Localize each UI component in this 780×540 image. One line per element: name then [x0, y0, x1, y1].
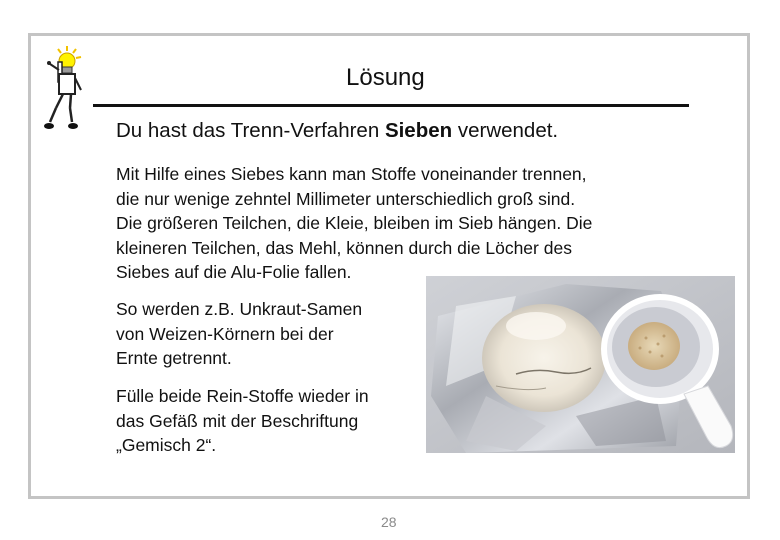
- paragraph-line: „Gemisch 2“.: [116, 435, 217, 455]
- title-underline: [93, 104, 689, 107]
- paragraph-line: Mit Hilfe eines Siebes kann man Stoffe voneinander trennen,: [116, 164, 587, 184]
- paragraph-line: das Gefäß mit der Beschriftung: [116, 410, 359, 431]
- lead-text-after: verwendet.: [452, 119, 559, 142]
- lead-sentence: [116, 119, 558, 143]
- paragraph-line: von Weizen-Körnern bei der: [116, 323, 334, 344]
- paragraph-line: Die größeren Teilchen, die Kleie, bleiben im Sieb hängen. Die: [116, 213, 593, 233]
- lead-bold-term: Sieben: [384, 119, 453, 142]
- paragraph-line: kleineren Teilchen, das Mehl, können durch die Löcher des: [116, 237, 572, 258]
- paragraph-line: Fülle beide Rein-Stoffe wieder in: [116, 386, 369, 406]
- paragraph-line: Siebes auf die Alu-Folie fallen.: [116, 262, 352, 282]
- slide-title: Lösung: [346, 64, 425, 91]
- example-paragraph: [116, 297, 362, 371]
- paragraph-line: Ernte getrennt.: [116, 348, 232, 368]
- explanation-paragraph: [116, 162, 696, 285]
- lead-text-before: Du hast das Trenn-Verfahren: [116, 119, 385, 142]
- paragraph-line: die nur wenige zehntel Millimeter unterschiedlich groß sind.: [116, 188, 576, 209]
- lightbulb-mascot-icon: [40, 44, 86, 134]
- instruction-paragraph: [116, 384, 369, 458]
- paragraph-line: So werden z.B. Unkraut-Samen: [116, 299, 363, 319]
- sieve-flour-photo: [426, 276, 735, 453]
- page-number: 28: [381, 514, 397, 530]
